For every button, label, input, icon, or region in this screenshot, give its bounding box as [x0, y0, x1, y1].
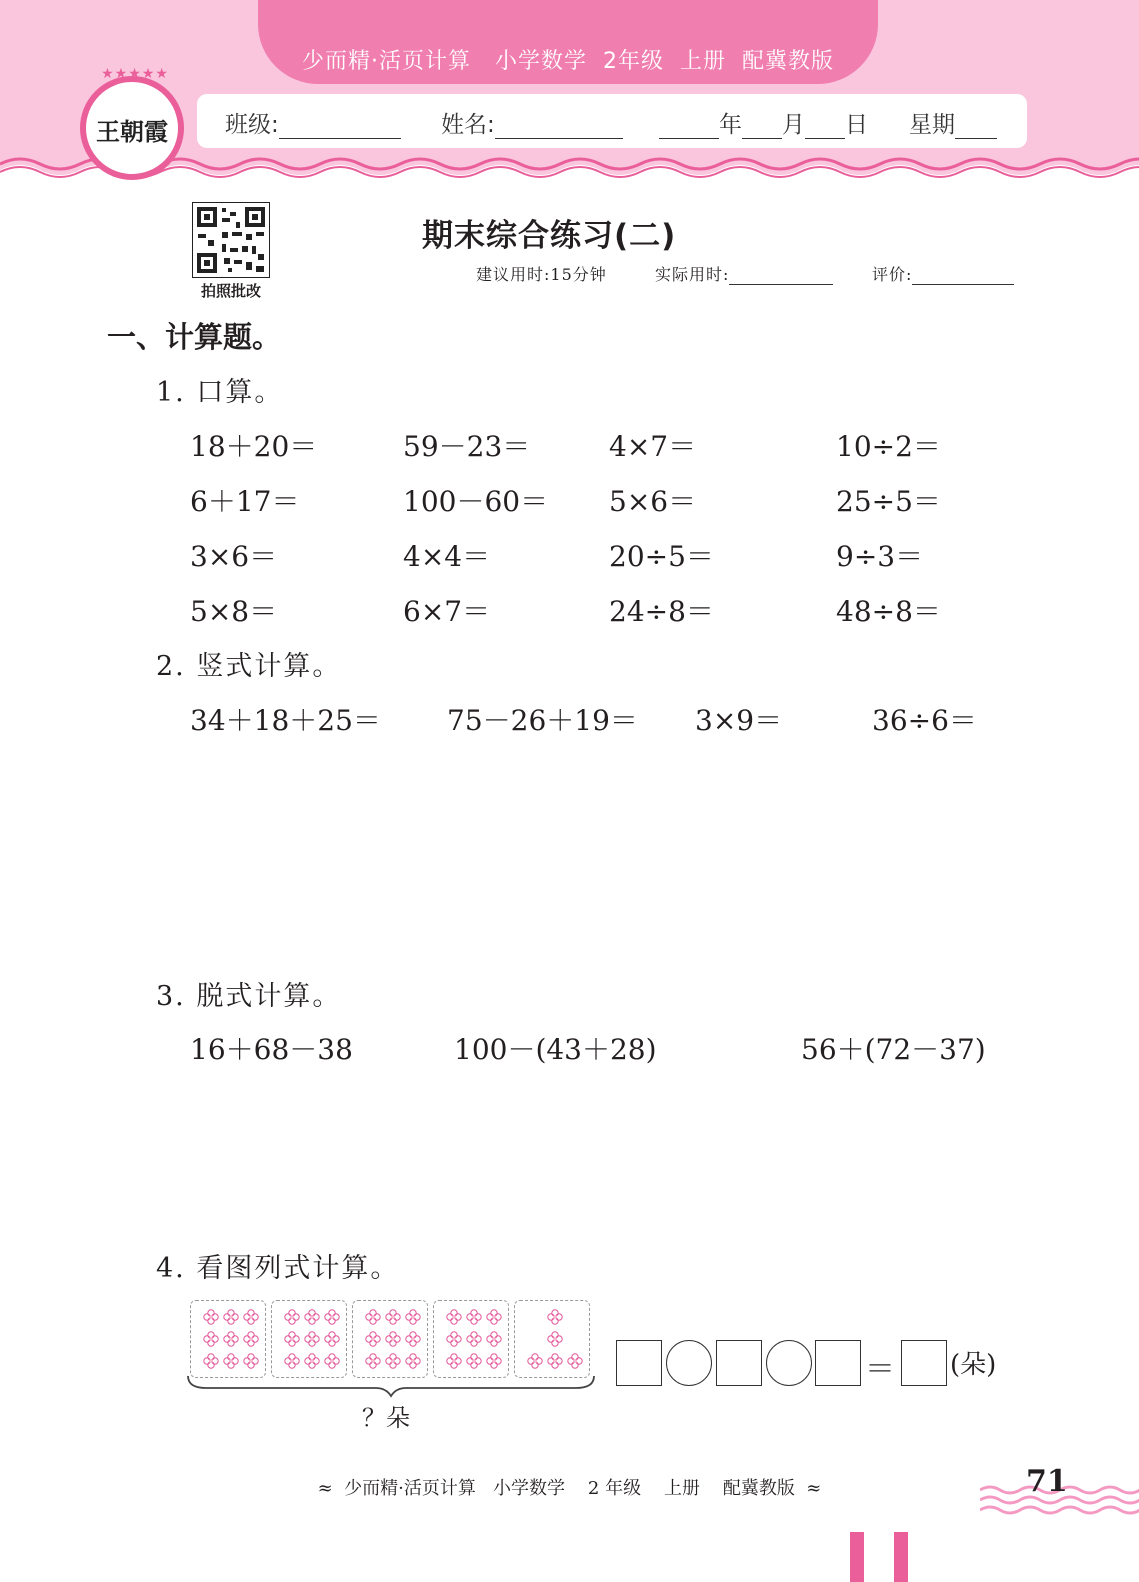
flower-icon [365, 1331, 381, 1347]
q1-title: 1. 口算。 [156, 377, 284, 408]
weekday-label: 星期 [909, 112, 955, 138]
rating-blank[interactable] [912, 265, 1014, 285]
brand-logo [80, 76, 184, 180]
flower-icon [324, 1331, 340, 1347]
question-label: ？朵 [362, 1404, 410, 1432]
vertical-expr: 3×9＝ [695, 704, 783, 737]
flower-group [514, 1300, 590, 1378]
name-field[interactable] [441, 106, 623, 139]
oral-expr: 59－23＝ [403, 430, 531, 463]
flower-icon [385, 1331, 401, 1347]
header-title: 少而精·活页计算 小学数学 2年级 上册 配冀教版 [302, 49, 834, 74]
oral-expr: 25÷5＝ [836, 485, 941, 518]
stepwise-expr: 16＋68－38 [190, 1033, 353, 1066]
flower-icon [243, 1331, 259, 1347]
actual-time-field[interactable] [655, 262, 833, 285]
flower-icon [466, 1309, 482, 1325]
oral-expr: 3×6＝ [190, 540, 278, 573]
flower-icon [527, 1353, 543, 1369]
flower-icon [203, 1353, 219, 1369]
oral-expr: 4×7＝ [609, 430, 697, 463]
flower-icon [223, 1309, 239, 1325]
flower-icon [324, 1309, 340, 1325]
actual-time-label: 实际用时: [655, 265, 730, 284]
flower-icon [405, 1331, 421, 1347]
class-blank[interactable] [279, 113, 401, 139]
oral-expr: 100－60＝ [403, 485, 549, 518]
day-blank[interactable] [805, 113, 845, 139]
oral-expr: 6＋17＝ [190, 485, 300, 518]
weekday-blank[interactable] [955, 113, 997, 139]
flower-icon [385, 1309, 401, 1325]
date-field[interactable] [659, 106, 868, 139]
class-label: 班级: [225, 112, 279, 138]
flower-icon [324, 1353, 340, 1369]
rating-label: 评价: [872, 265, 913, 284]
vertical-expr: 75－26＋19＝ [447, 704, 638, 737]
flower-icon [365, 1309, 381, 1325]
flower-icon [466, 1353, 482, 1369]
oral-expr: 48÷8＝ [836, 595, 941, 628]
flower-icon [446, 1331, 462, 1347]
flower-group [271, 1300, 347, 1378]
flower-icon [466, 1331, 482, 1347]
oral-expr: 6×7＝ [403, 595, 491, 628]
flower-icon [405, 1353, 421, 1369]
rating-field[interactable] [872, 262, 1014, 285]
flower-group [433, 1300, 509, 1378]
flower-icon [284, 1353, 300, 1369]
edge-tab [850, 1532, 864, 1582]
flower-icon [486, 1309, 502, 1325]
flower-icon [547, 1331, 563, 1347]
flower-icon [486, 1353, 502, 1369]
class-field[interactable] [225, 106, 401, 139]
operator-circle[interactable] [666, 1340, 712, 1386]
flower-icon [223, 1353, 239, 1369]
flower-group [190, 1300, 266, 1378]
flower-icon [446, 1309, 462, 1325]
vertical-expr: 36÷6＝ [872, 704, 977, 737]
equals-sign: ＝ [865, 1352, 895, 1387]
oral-expr: 18＋20＝ [190, 430, 318, 463]
oral-expr: 5×8＝ [190, 595, 278, 628]
oral-expr: 20÷5＝ [609, 540, 714, 573]
result-box[interactable] [901, 1340, 947, 1386]
answer-box[interactable] [616, 1340, 662, 1386]
flower-icon [243, 1353, 259, 1369]
edge-tab [894, 1532, 908, 1582]
suggested-time: 建议用时:15分钟 [476, 265, 607, 284]
stepwise-expr: 100－(43＋28) [454, 1033, 657, 1066]
answer-box[interactable] [815, 1340, 861, 1386]
oral-expr: 24÷8＝ [609, 595, 714, 628]
flower-icon [365, 1353, 381, 1369]
weekday-field[interactable] [909, 106, 997, 139]
flower-icon [547, 1309, 563, 1325]
actual-time-blank[interactable] [729, 265, 833, 285]
unit-label: (朵) [950, 1350, 997, 1380]
page-title: 期末综合练习(二) [422, 218, 677, 254]
flower-icon [304, 1353, 320, 1369]
logo-stars-icon: ★★★★★ [101, 66, 169, 82]
oral-expr: 10÷2＝ [836, 430, 941, 463]
name-label: 姓名: [441, 112, 495, 138]
brace-icon [186, 1374, 596, 1398]
q3-title: 3. 脱式计算。 [156, 981, 342, 1012]
section-title: 一、计算题。 [107, 320, 282, 354]
stepwise-expr: 56＋(72－37) [801, 1033, 986, 1066]
page-number: 71 [1026, 1464, 1068, 1499]
flower-icon [567, 1353, 583, 1369]
answer-box[interactable] [716, 1340, 762, 1386]
flower-icon [243, 1309, 259, 1325]
flower-icon [304, 1309, 320, 1325]
flower-icon [486, 1331, 502, 1347]
oral-expr: 5×6＝ [609, 485, 697, 518]
oral-expr: 9÷3＝ [836, 540, 924, 573]
qr-label: 拍照批改 [200, 282, 261, 300]
vertical-expr: 34＋18＋25＝ [190, 704, 381, 737]
qr-code-icon[interactable] [192, 202, 270, 278]
oral-expr: 4×4＝ [403, 540, 491, 573]
year-blank[interactable] [659, 113, 719, 139]
flower-icon [284, 1331, 300, 1347]
flower-icon [385, 1353, 401, 1369]
flower-icon [405, 1309, 421, 1325]
flower-icon [284, 1309, 300, 1325]
flower-icon [446, 1353, 462, 1369]
flower-icon [304, 1331, 320, 1347]
q2-title: 2. 竖式计算。 [156, 651, 342, 682]
footer-text: ≈ 少而精·活页计算 小学数学 2 年级 上册 配冀教版 ≈ [317, 1478, 822, 1499]
q4-title: 4. 看图列式计算。 [156, 1253, 400, 1284]
operator-circle[interactable] [766, 1340, 812, 1386]
day-label: 日 [845, 112, 868, 138]
month-label: 月 [782, 112, 805, 138]
flower-group [352, 1300, 428, 1378]
name-blank[interactable] [495, 113, 623, 139]
flower-icon [203, 1309, 219, 1325]
student-info-box [197, 94, 1027, 148]
month-blank[interactable] [742, 113, 782, 139]
year-label: 年 [719, 112, 742, 138]
logo-text: 王朝霞 [96, 117, 168, 146]
flower-icon [547, 1353, 563, 1369]
flower-icon [223, 1331, 239, 1347]
flower-icon [203, 1331, 219, 1347]
